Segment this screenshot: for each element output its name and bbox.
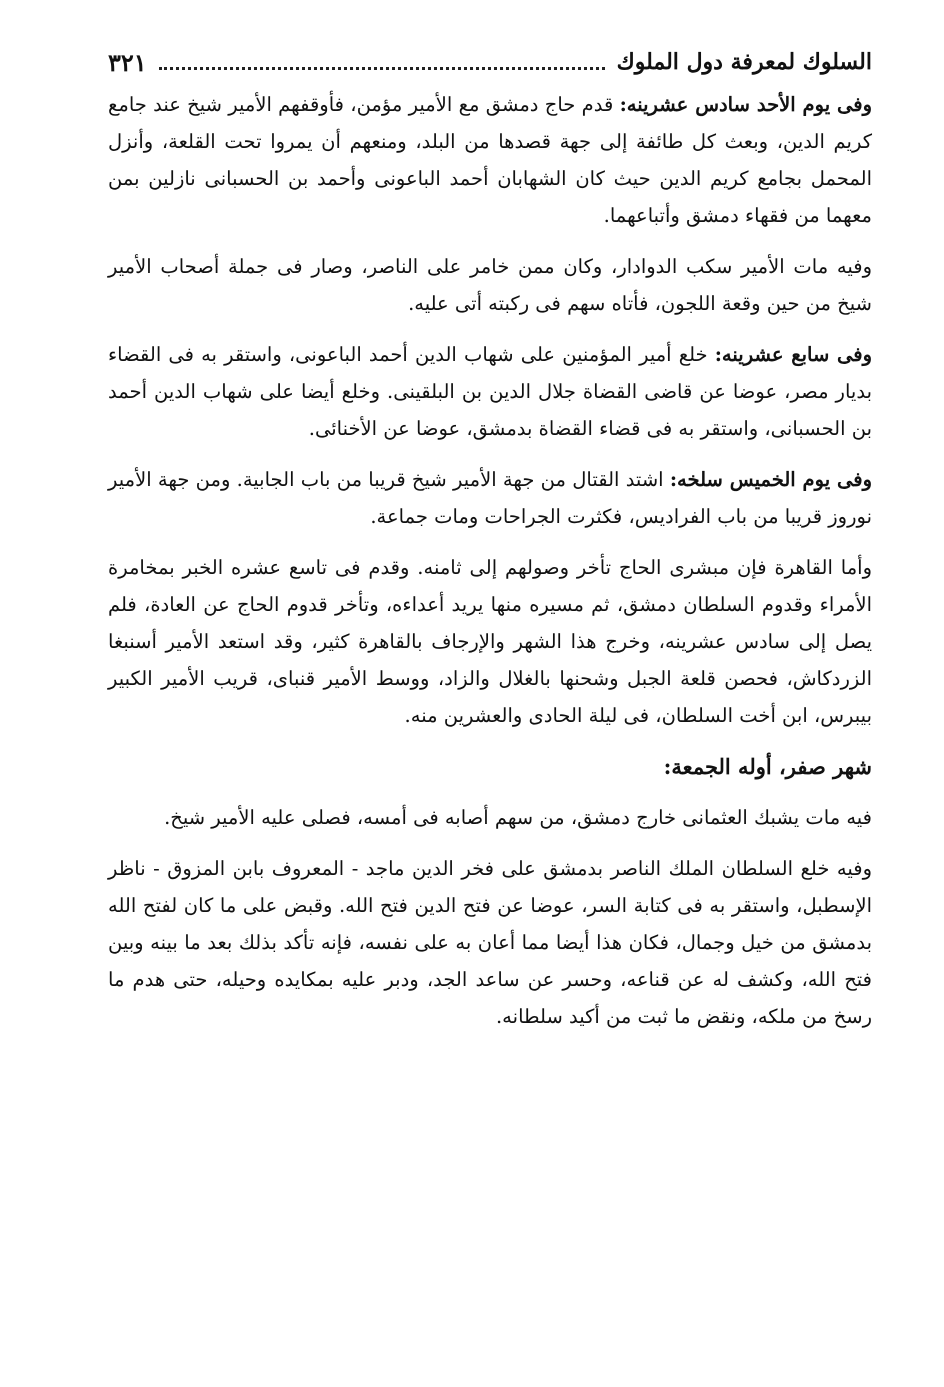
paragraph <box>108 336 872 447</box>
paragraph-text: وفيه خلع السلطان الملك الناصر بدمشق على فخر الدين ماجد - المعروف بابن المزوق - ناظر الإسطبل، واستقر به فى كتابة السر، عوضا عن فتح الدين فتح الله. وقبض على ما كان لفتح الله بدمشق من خيل وجمال، فكان هذا أيضا مما أعان به على نفسه، فإنه تأكد بذلك بعد ما بينه وبين فتح الله، وكشف له عن قناعه، وحسر عن ساعد الجد، ودبر عليه بمكايده وحيله، حتى هدم ما رسخ من ملكه، ونقض ما ثبت من أكيد سلطانه. <box>108 857 872 1028</box>
book-title: السلوك لمعرفة دول الملوك <box>616 49 872 75</box>
paragraph <box>108 850 872 1035</box>
paragraph-lead: وفى يوم الأحد سادس عشرينه: <box>619 93 872 116</box>
paragraph-text: قدم حاج دمشق مع الأمير مؤمن، فأوقفهم الأمير شيخ عند جامع كريم الدين، وبعث كل طائفة إلى جهة قصدها من البلد، ومنعهم أن يمروا تحت القلعة، وأنزل المحمل بجامع كريم الدين حيث كان الشهابان أحمد الباعونى وأحمد بن الحسبانى نازلين بمن معهما من فقهاء دمشق وأتباعهما. <box>108 93 872 227</box>
paragraph <box>108 549 872 734</box>
section-heading-text: شهر صفر، أوله الجمعة: <box>663 754 872 779</box>
page-number: ٣٢١ <box>108 47 147 77</box>
section-heading <box>108 748 872 785</box>
paragraph-lead: وفى يوم الخميس سلخه: <box>669 468 872 491</box>
paragraph-text: وفيه مات الأمير سكب الدوادار، وكان ممن خامر على الناصر، وصار فى جملة أصحاب الأمير شيخ من حين وقعة اللجون، فأتاه سهم فى ركبته أتى عليه. <box>108 255 872 315</box>
paragraph <box>108 799 872 836</box>
paragraph <box>108 461 872 535</box>
page-body <box>108 86 872 1049</box>
paragraph <box>108 86 872 234</box>
paragraph-text: خلع أمير المؤمنين على شهاب الدين أحمد الباعونى، واستقر به فى القضاء بديار مصر، عوضا عن قاضى القضاة جلال الدين بن البلقينى. وخلع أيضا على شهاب الدين أحمد بن الحسبانى، واستقر به فى قضاء القضاة بدمشق، عوضا عن الأخنائى. <box>108 343 872 440</box>
dotted-leader <box>159 67 605 70</box>
running-header <box>108 40 872 84</box>
paragraph-lead: وفى سابع عشرينه: <box>714 343 872 366</box>
paragraph-text: وأما القاهرة فإن مبشرى الحاج تأخر وصولهم إلى ثامنه. وقدم فى تاسع عشره الخبر بمخامرة الأمراء وقدوم السلطان دمشق، ثم مسيره منها يريد أعداءه، وتأخر قدوم الحاج عن العادة، فلم يصل إلى سادس عشرينه، وخرج هذا الشهر والإرجاف بالقاهرة كثير، وقد استعد الأمير أسنبغا الزردكاش، فحصن قلعة الجبل وشحنها بالغلال والزاد، ووسط الأمير قنباى، قريب الأمير الكبير بيبرس، ابن أخت السلطان، فى ليلة الحادى والعشرين منه. <box>108 556 872 727</box>
paragraph-text: اشتد القتال من جهة الأمير شيخ قريبا من باب الجابية. ومن جهة الأمير نوروز قريبا من باب الفراديس، فكثرت الجراحات ومات جماعة. <box>108 468 872 528</box>
paragraph <box>108 248 872 322</box>
paragraph-text: فيه مات يشبك العثمانى خارج دمشق، من سهم أصابه فى أمسه، فصلى عليه الأمير شيخ. <box>164 806 872 829</box>
